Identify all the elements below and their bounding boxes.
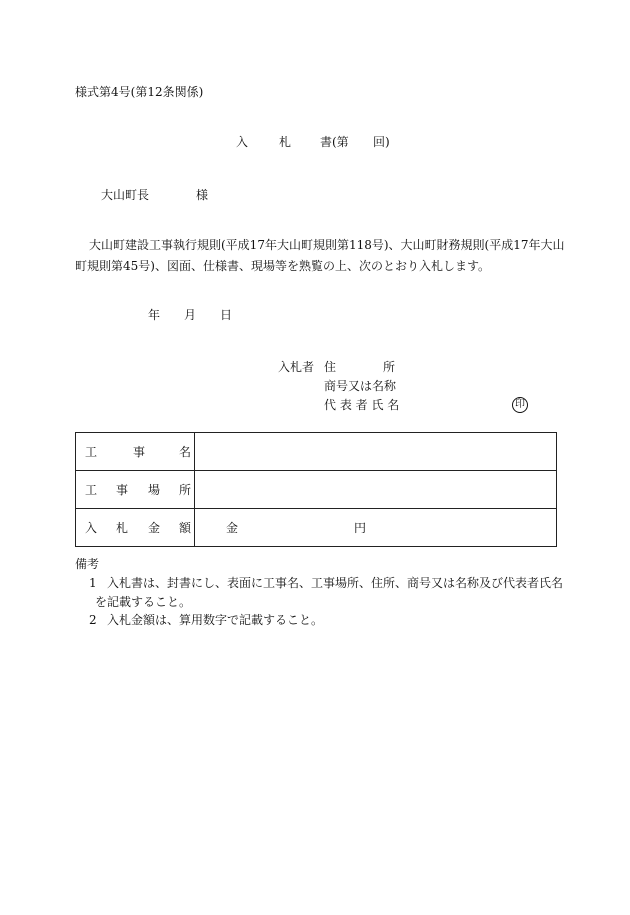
representative-label: 代 表 者 氏 名	[324, 398, 400, 412]
date-day: 日	[220, 308, 233, 322]
note-text: 入札金額は、算用数字で記載すること。	[107, 613, 324, 627]
title-char: 書(第	[320, 135, 349, 149]
trade-name-label: 商号又は名称	[324, 379, 397, 393]
table-row	[76, 509, 557, 547]
label-char: 工	[85, 483, 98, 497]
bid-table	[75, 432, 557, 547]
bid-amount-field[interactable]	[195, 509, 557, 547]
amount-suffix: 円	[354, 521, 367, 535]
table-row	[76, 471, 557, 509]
title-char: 札	[279, 135, 292, 149]
note-text-continued: を記載すること。	[95, 595, 192, 609]
label-char: 場	[148, 483, 161, 497]
label-char: 事	[116, 483, 129, 497]
title-char: 入	[236, 135, 249, 149]
label-char: 名	[179, 445, 192, 459]
work-location-field[interactable]	[195, 471, 557, 509]
title-char: 回)	[373, 135, 390, 149]
date-month: 月	[184, 308, 197, 322]
bid-amount-label	[76, 509, 195, 547]
notes-heading: 備考	[75, 557, 100, 571]
label-char: 工	[85, 445, 98, 459]
label-char: 金	[148, 521, 161, 535]
label-char: 入	[85, 521, 98, 535]
note-number: 2	[89, 613, 97, 627]
addressee-name: 大山町長	[101, 188, 150, 202]
seal-mark: 印	[512, 397, 528, 413]
label-char: 額	[179, 521, 192, 535]
work-name-field[interactable]	[195, 433, 557, 471]
label-char: 所	[179, 483, 192, 497]
work-name-label	[76, 433, 195, 471]
label-char: 事	[133, 445, 146, 459]
body-line-1: 大山町建設工事執行規則(平成17年大山町規則第118号)、大山町財務規則(平成17年大山	[89, 238, 565, 252]
table-row	[76, 433, 557, 471]
body-line-2: 町規則第45号)、図面、仕様書、現場等を熟覧の上、次のとおり入札します。	[75, 259, 490, 273]
form-number: 様式第4号(第12条関係)	[75, 85, 204, 99]
bidder-label: 入札者	[278, 360, 315, 374]
date-year: 年	[148, 308, 161, 322]
amount-prefix: 金	[226, 521, 239, 535]
note-number: 1	[89, 576, 97, 590]
work-location-label	[76, 471, 195, 509]
address-label-char: 住	[324, 360, 337, 374]
label-char: 札	[116, 521, 129, 535]
addressee-honorific: 様	[196, 188, 209, 202]
address-label-char: 所	[383, 360, 396, 374]
note-text: 入札書は、封書にし、表面に工事名、工事場所、住所、商号又は名称及び代表者氏名	[107, 576, 564, 590]
